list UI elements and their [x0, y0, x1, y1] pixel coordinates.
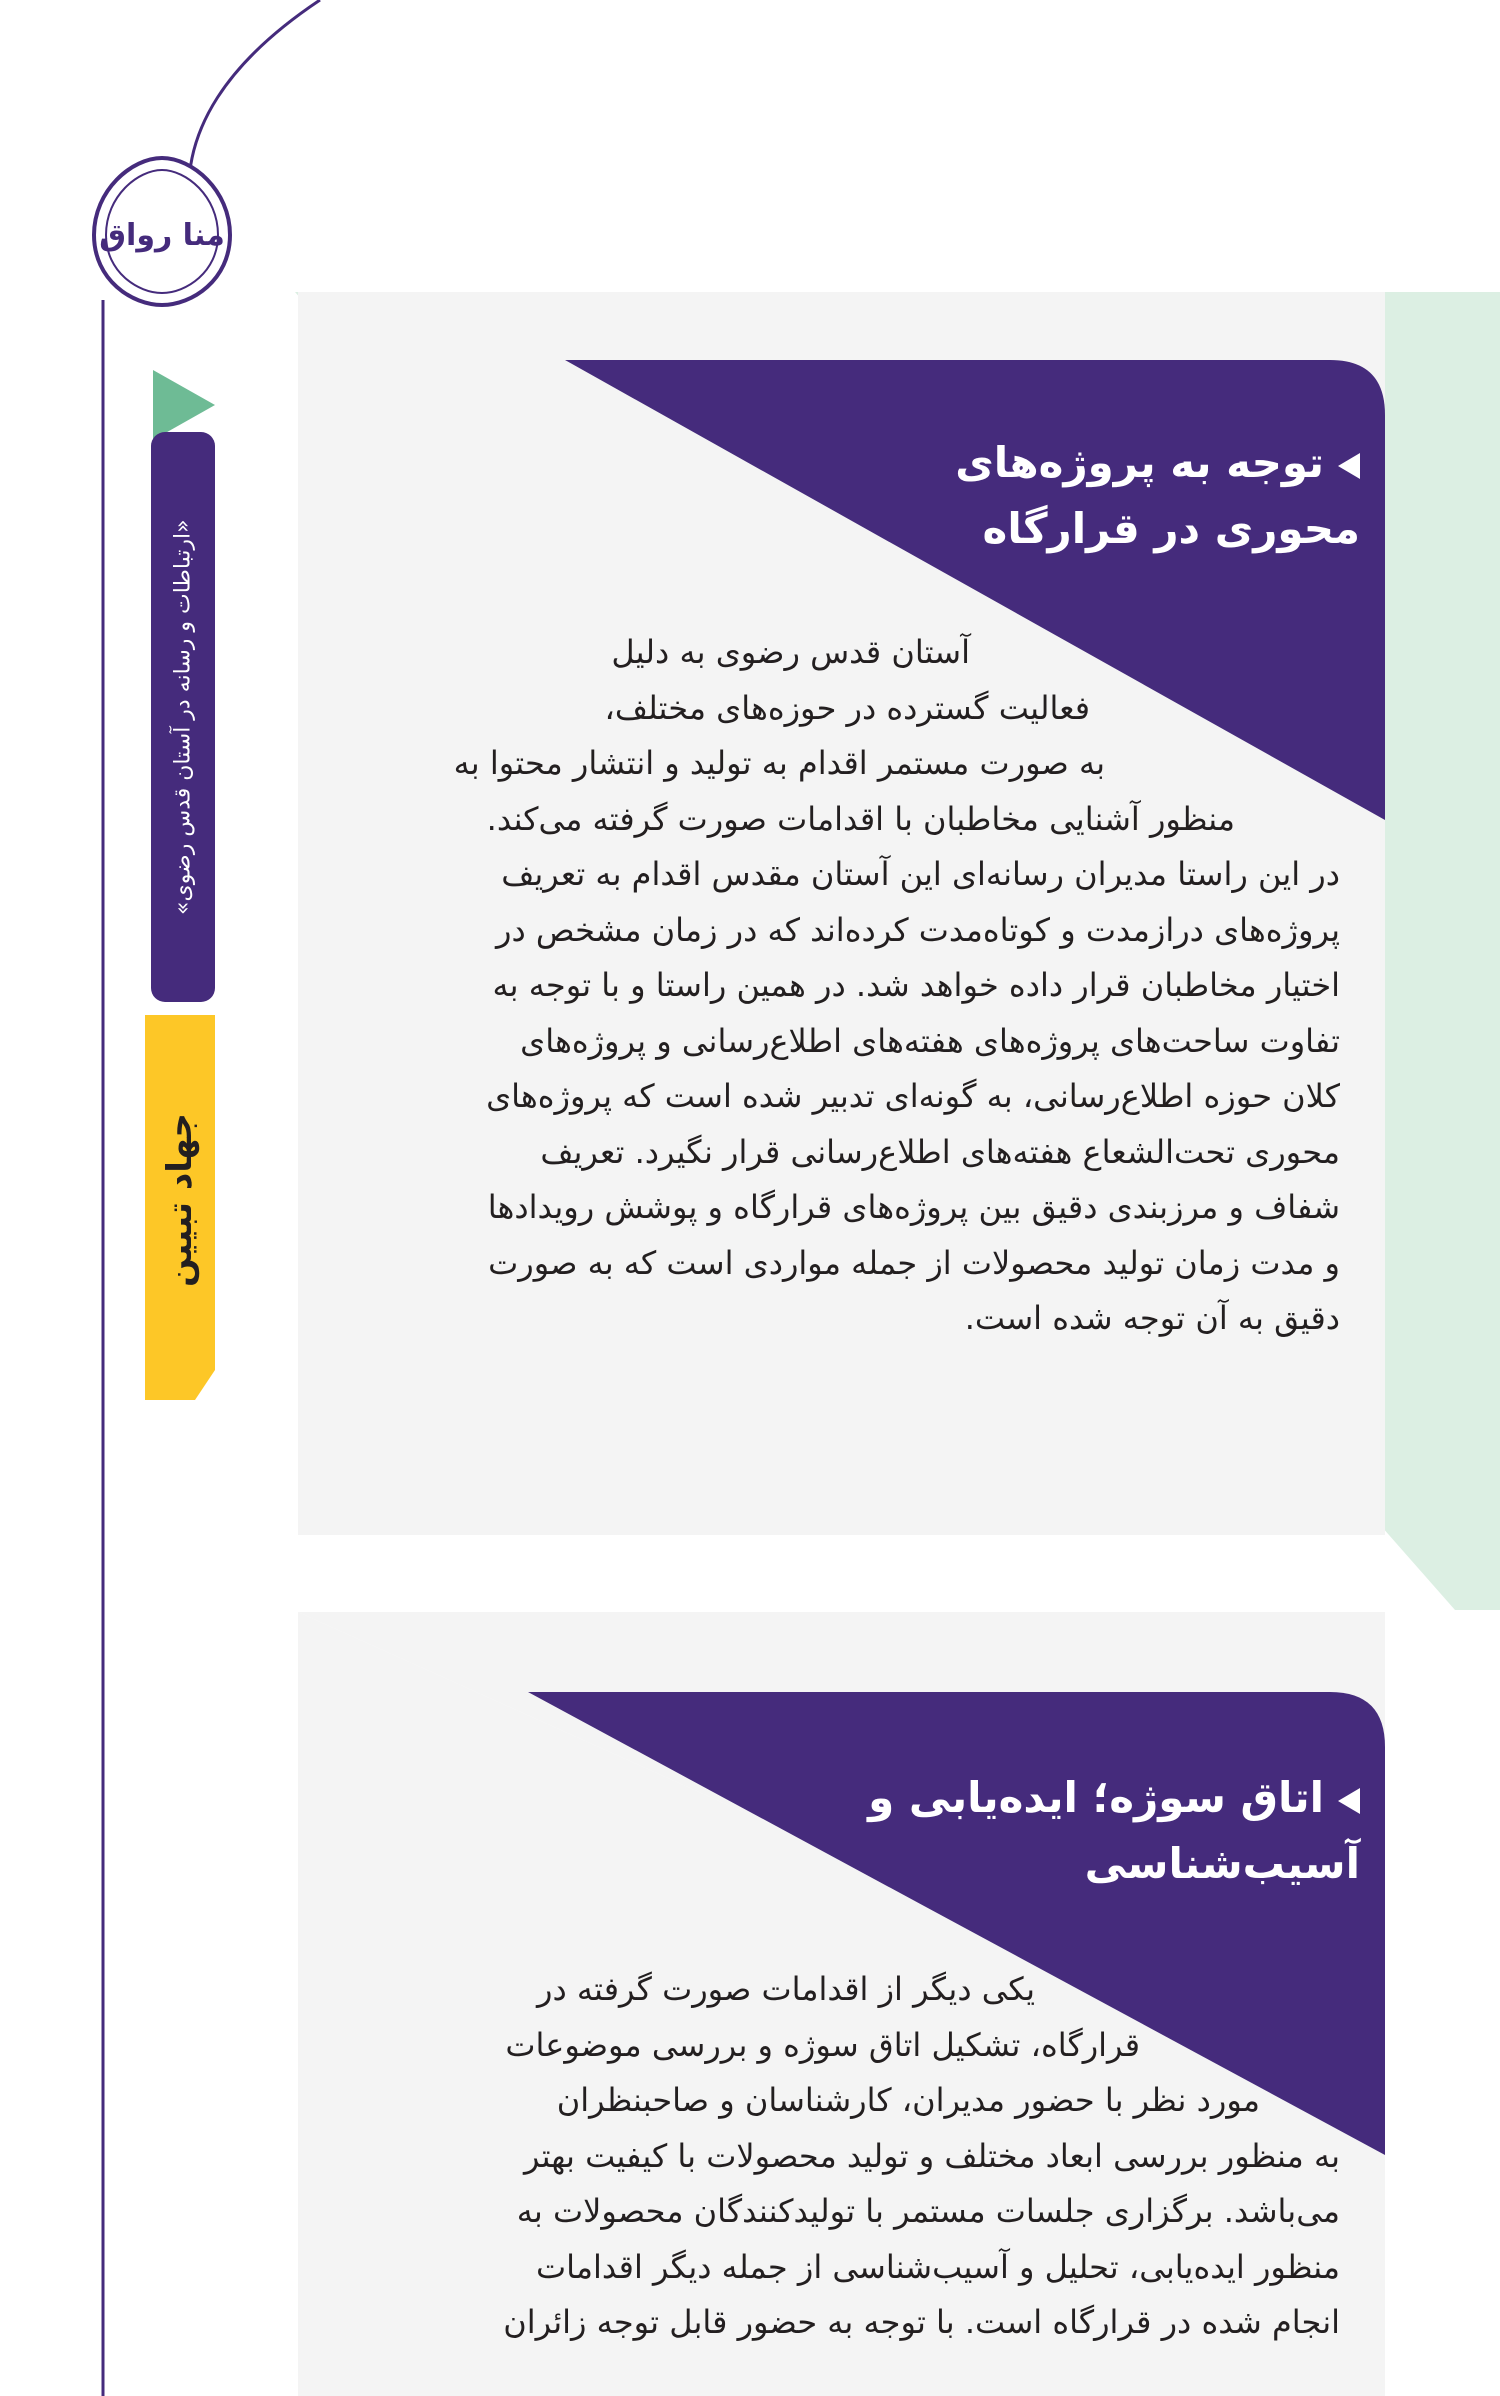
- body-line: انجام شده در قرارگاه است. با توجه به حضور قابل توجه زائران: [503, 2303, 1340, 2341]
- section1-heading: [600, 430, 1360, 562]
- mint-strip-right-2: [1455, 1612, 1500, 2396]
- section-label: جهاد تبیین: [160, 1113, 200, 1288]
- heading-arrow-icon: [1338, 453, 1360, 479]
- body-line: دقیق به آن توجه شده است.: [964, 1299, 1340, 1337]
- logo-emblem: [80, 150, 245, 315]
- heading-arrow-icon: [1338, 1788, 1360, 1814]
- section1-heading-line-1: توجه به پروژه‌های: [600, 430, 1360, 496]
- body-line: به منظور بررسی ابعاد مختلف و تولید محصولات با کیفیت بهتر: [523, 2136, 1340, 2175]
- calligraphy-logo: [80, 150, 245, 315]
- section1-heading-line-2: محوری در قرارگاه: [982, 504, 1360, 553]
- body-line: در این راستا مدیران رسانه‌ای این آستان مقدس اقدام به تعریف: [501, 855, 1340, 893]
- body-line: قرارگاه، تشکیل اتاق سوژه و بررسی موضوعات: [505, 2025, 1140, 2064]
- body-line: پروژه‌های درازمدت و کوتاه‌مدت کرده‌اند که در زمان مشخص در: [496, 910, 1340, 949]
- body-line: فعالیت گسترده در حوزه‌های مختلف،: [604, 688, 1090, 727]
- body-line: به صورت مستمر اقدام به تولید و انتشار محتوا به: [453, 744, 1105, 782]
- play-triangle-icon: [153, 370, 215, 440]
- section2-heading-line-1: اتاق سوژه؛ ایده‌یابی و: [600, 1765, 1360, 1831]
- section2-heading: [600, 1765, 1360, 1897]
- body-line: مورد نظر با حضور مدیران، کارشناسان و صاحبنظران: [556, 2081, 1260, 2119]
- section2-heading-line-2: آسیب‌شناسی: [1084, 1839, 1360, 1888]
- section1-body: [340, 625, 1340, 1347]
- body-line: تفاوت ساحت‌های پروژه‌های هفته‌های اطلاع‌رسانی و پروژه‌های: [520, 1021, 1340, 1060]
- body-line: کلان حوزه اطلاع‌رسانی، به گونه‌ای تدبیر شده است که پروژه‌های: [486, 1077, 1340, 1115]
- body-line: اختیار مخاطبان قرار داده خواهد شد. در همین راستا و با توجه به: [492, 966, 1340, 1004]
- body-line: می‌باشد. برگزاری جلسات مستمر با تولیدکنندگان محصولات به: [516, 2192, 1340, 2230]
- body-line: یکی دیگر از اقدامات صورت گرفته در: [537, 1970, 1035, 2008]
- body-line: شفاف و مرزبندی دقیق بین پروژه‌های قرارگاه و پوشش رویدادها: [487, 1188, 1340, 1226]
- body-line: آستان قدس رضوی به دلیل: [611, 633, 970, 671]
- body-line: محوری تحت‌الشعاع هفته‌های اطلاع‌رسانی قرار نگیرد. تعریف: [540, 1132, 1340, 1171]
- body-line: منظور آشنایی مخاطبان با اقدامات صورت گرفته می‌کند.: [486, 799, 1235, 838]
- mint-strip-right: [1455, 292, 1500, 1610]
- svg-text:منا رواق: منا رواق: [99, 218, 225, 253]
- body-line: و مدت زمان تولید محصولات از جمله مواردی است که به صورت: [488, 1243, 1340, 1282]
- section2-body: [340, 1962, 1340, 2351]
- series-title: «ارتباطات و رسانه در آستان قدس رضوی»: [170, 519, 196, 916]
- body-line: منظور ایده‌یابی، تحلیل و آسیب‌شناسی از جمله دیگر اقدامات: [535, 2247, 1340, 2286]
